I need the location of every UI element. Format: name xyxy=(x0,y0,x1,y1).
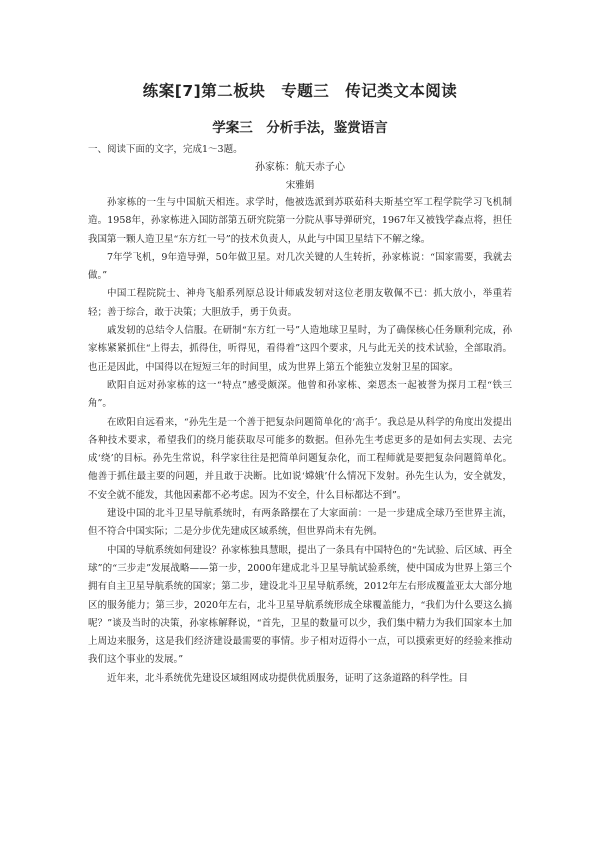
lesson-subtitle: 学案三 分析手法，鉴赏语言 xyxy=(212,120,388,136)
paragraph: 7年学飞机，9年造导弹，50年做卫星。对几次关键的人生转折，孙家栋说：“国家需要，我就去做。” xyxy=(88,251,512,282)
question-instruction: 一、阅读下面的文字，完成1～3题。 xyxy=(88,144,243,155)
paragraph: 建设中国的北斗卫星导航系统时，有两条路摆在了大家面前：一是一步建成全球乃至世界主流，但不符合中国实际；二是分步优先建成区域系统，但世界尚未有先例。 xyxy=(88,508,512,538)
paragraph: 欧阳自远对孙家栋的这一“特点”感受颇深。他曾和孙家栋、栾恩杰一起被誉为探月工程“铁三角”。 xyxy=(88,379,512,410)
paragraph: 戚发轫的总结令人信服。在研制“东方红一号”人造地球卫星时，为了确保核心任务顺利完成，孙家栋紧紧抓住“上得去，抓得住，听得见，看得着”这四个要求，凡与此无关的技术试验，全部取消。也正是因此，中国得以在短短三年的时间里，成为世界上第五个能独立发射卫星的国家。 xyxy=(88,325,512,373)
paragraph: 在欧阳自远看来，“孙先生是一个善于把复杂问题简单化的‘高手’。我总是从科学的角度出发提出各种技术要求，希望我们的绕月能获取尽可能多的数据。但孙先生考虑更多的是如何去实现、去完成‘绕’的目标。孙先生常说，科学家往往是把简单问题复杂化，而工程师就是要把复杂问题简单化。他善于抓住最主要的问题，并且敢于决断。比如说‘嫦娥’什么情况下发射。孙先生认为，安全就发，不安全就不能发，其他因素都不必考虑。因为不安全，什么目标都达不到”。 xyxy=(88,416,512,501)
paragraph: 中国的导航系统如何建设？孙家栋独具慧眼，提出了一条具有中国特色的“先试验、后区域、再全球”的“三步走”发展战略——第一步，2000年建成北斗卫星导航试验系统，使中国成为世界上第三个拥有自主卫星导航系统的国家；第二步，建设北斗卫星导航系统，2012年左右形成覆盖亚太大部分地区的服务能力；第三步，2020年左右，北斗卫星导航系统形成全球覆盖能力，“我们为什么要这么搞呢？”谈及当时的决策，孙家栋解释说，“首先，卫星的数量可以少，我们集中精力为我们国家本土加上周边来服务，这是我们经济建设最需要的事情。步子相对迈得小一点，可以摸索更好的经验来推动我们这个事业的发展。” xyxy=(88,544,512,666)
article-author: 宋雅娟 xyxy=(285,180,315,191)
article-title: 孙家栋：航天赤子心 xyxy=(255,162,345,173)
article-body xyxy=(88,194,512,688)
page-title: 练案[7]第二板块 专题三 传记类文本阅读 xyxy=(142,82,458,100)
paragraph: 近年来，北斗系统优先建设区域组网成功提供优质服务，证明了这条道路的科学性。目 xyxy=(107,672,469,684)
paragraph: 中国工程院院士、神舟飞船系列原总设计师戚发轫对这位老朋友敬佩不已：抓大放小，举重若轻；善于综合，敢于决策；大胆放手，勇于负责。 xyxy=(88,288,512,318)
paragraph: 孙家栋的一生与中国航天相连。求学时，他被选派到苏联茹科夫斯基空军工程学院学习飞机制造。1958年，孙家栋进入国防部第五研究院第一分院从事导弹研究，1967年又被钱学森点将，担任我国第一颗人造卫星“东方红一号”的技术负责人，从此与中国卫星结下不解之缘。 xyxy=(88,197,512,245)
